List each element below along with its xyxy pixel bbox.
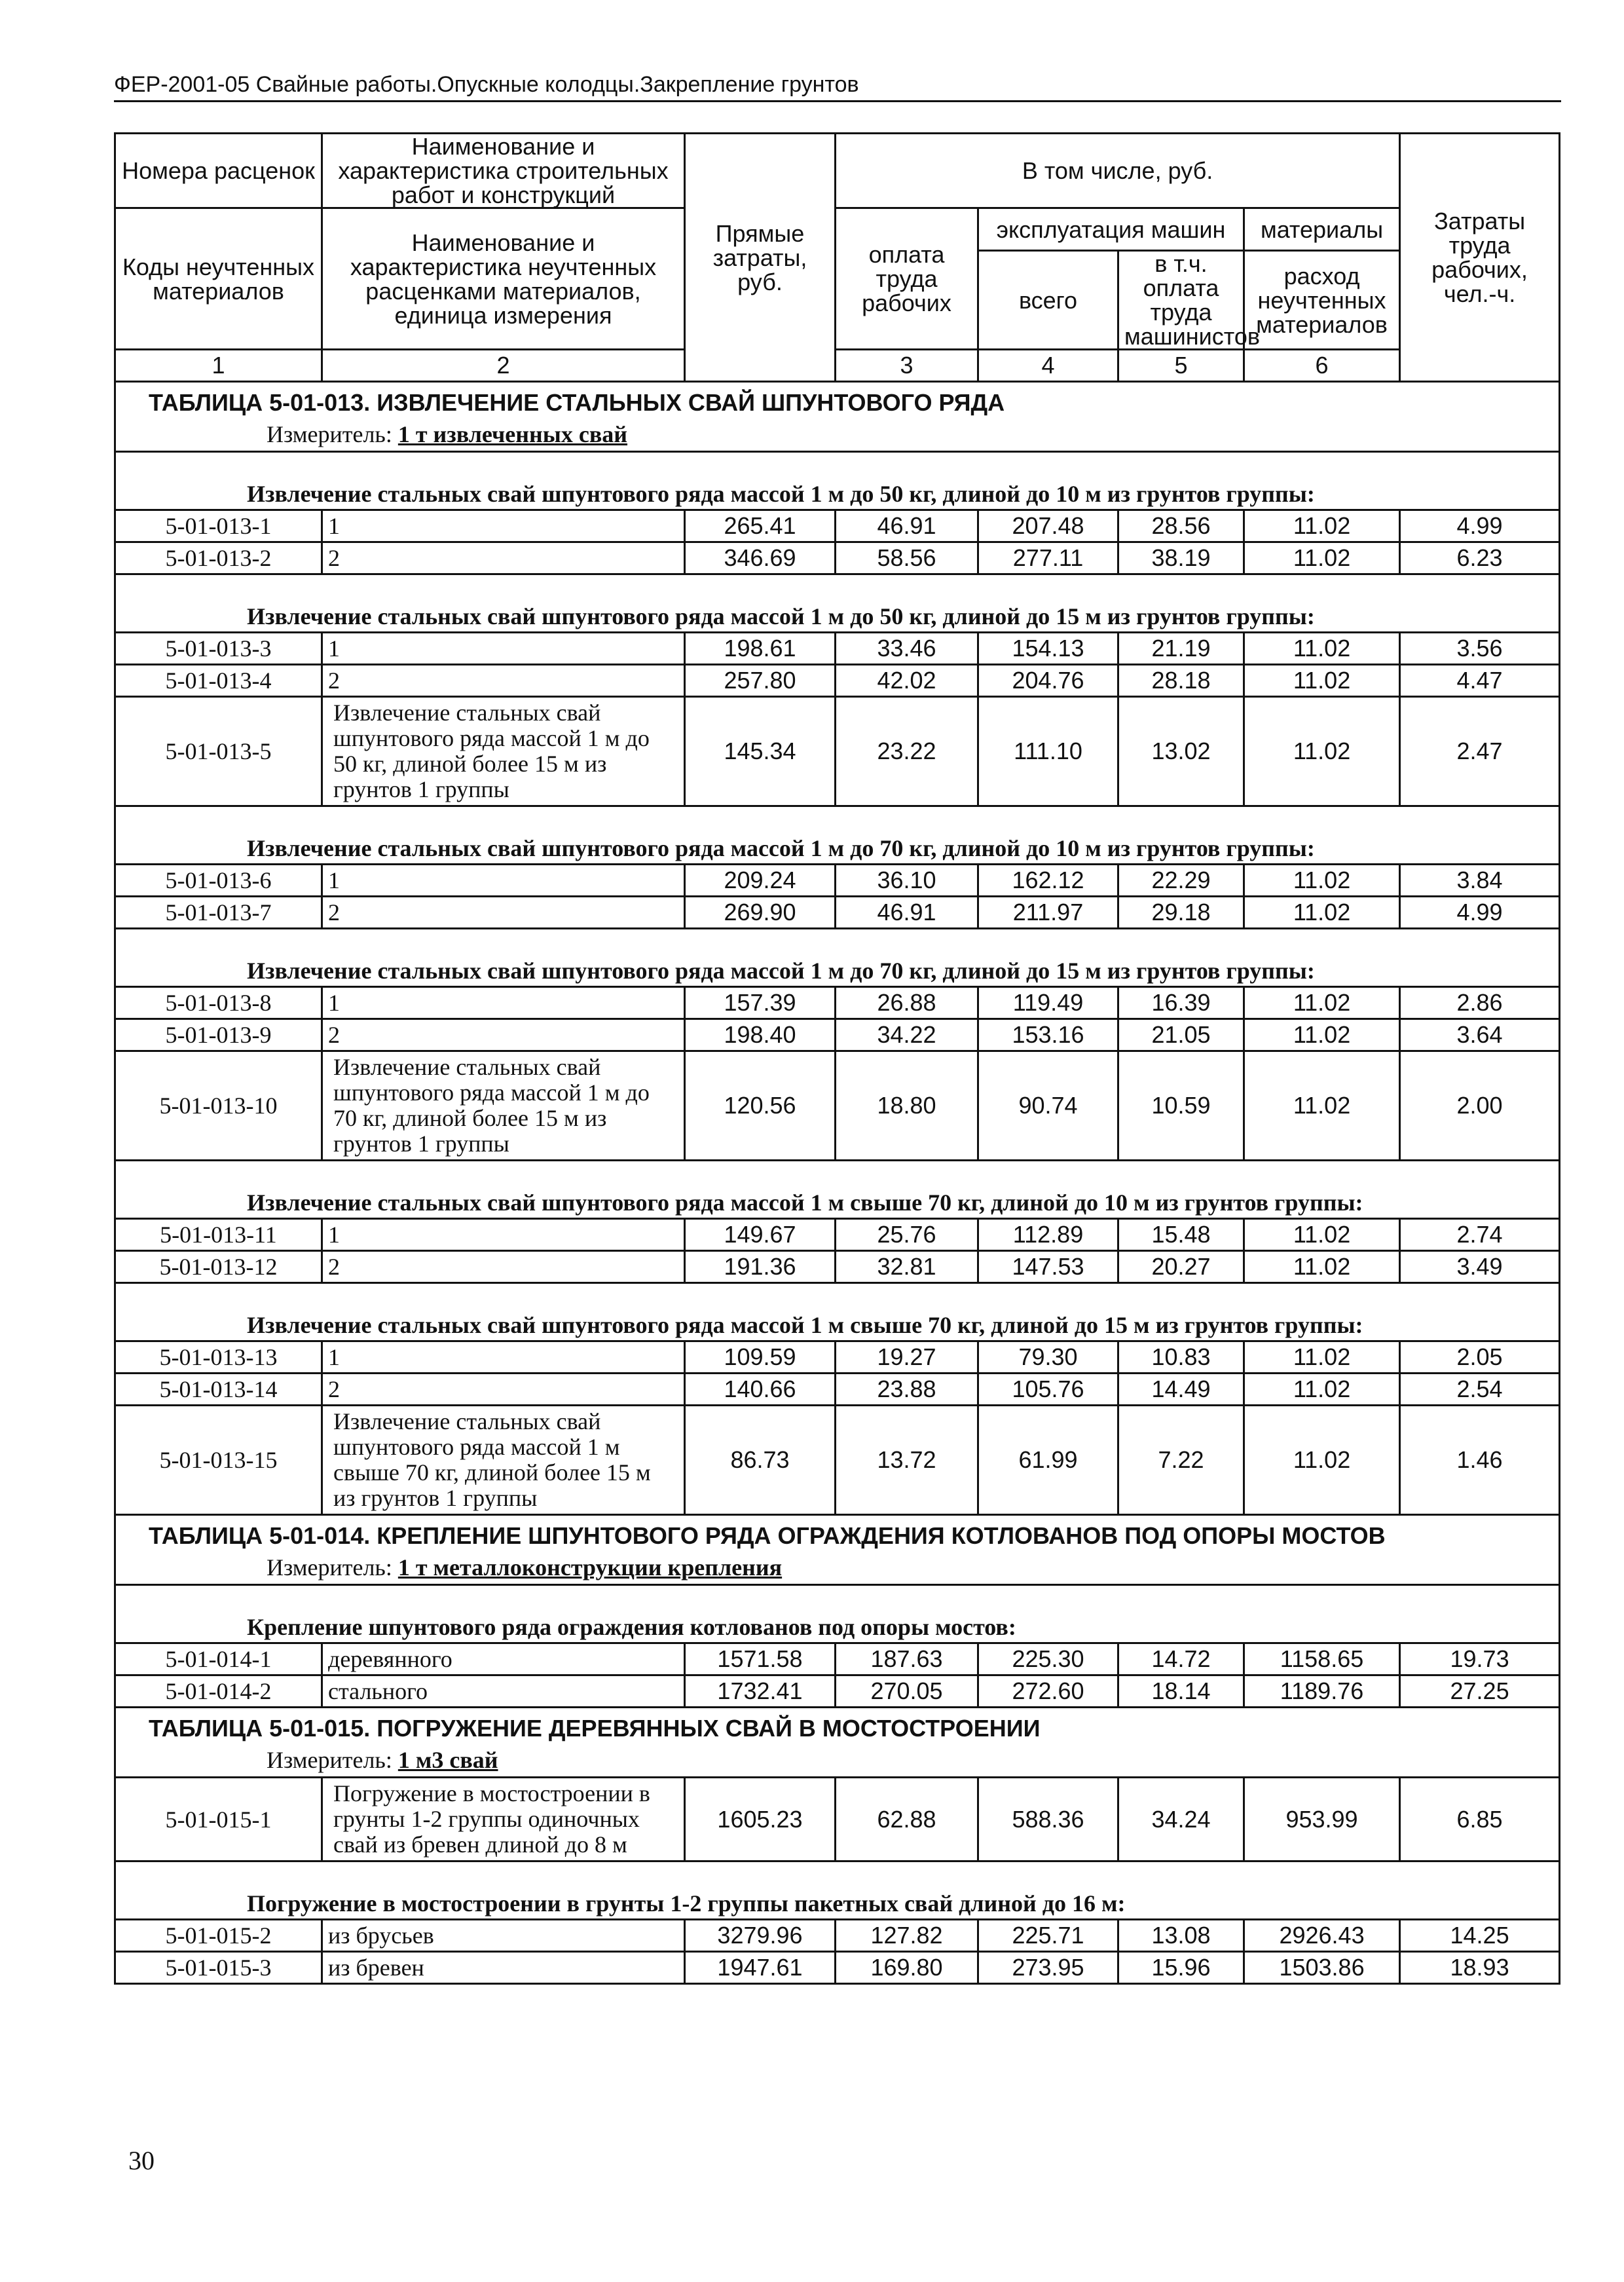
labor-pay-cell: 33.46	[836, 633, 978, 665]
direct-costs-cell: 120.56	[685, 1051, 836, 1161]
rate-code: 5-01-013-10	[115, 1051, 322, 1161]
labor-hours-cell: 18.93	[1400, 1952, 1560, 1984]
table-row	[115, 1219, 1560, 1251]
labor-pay-cell: 62.88	[836, 1778, 978, 1861]
machinist-pay-cell: 21.05	[1118, 1019, 1244, 1051]
materials-cost-cell: 11.02	[1244, 1251, 1400, 1283]
machinist-pay-cell: 20.27	[1118, 1251, 1244, 1283]
machines-total-cell: 154.13	[978, 633, 1118, 665]
machinist-pay-cell: 22.29	[1118, 865, 1244, 897]
col8-header: Затраты труда рабочих, чел.-ч.	[1400, 134, 1560, 382]
machinist-pay-cell: 13.02	[1118, 697, 1244, 806]
machines-total-cell: 277.11	[978, 542, 1118, 574]
table-row	[115, 542, 1560, 574]
rate-code: 5-01-013-2	[115, 542, 322, 574]
labor-pay-cell: 127.82	[836, 1920, 978, 1952]
rate-code: 5-01-015-1	[115, 1778, 322, 1861]
machinist-pay-cell: 16.39	[1118, 987, 1244, 1019]
group-title: Погружение в мостостроении в грунты 1-2 группы пакетных свай длиной до 16 м:	[115, 1861, 1560, 1920]
group-title: Извлечение стальных свай шпунтового ряда массой 1 м свыше 70 кг, длиной до 15 м из грунтов группы:	[115, 1283, 1560, 1341]
work-name: 2	[322, 897, 685, 929]
direct-costs-cell: 346.69	[685, 542, 836, 574]
rate-code: 5-01-013-12	[115, 1251, 322, 1283]
machinist-pay-cell: 29.18	[1118, 897, 1244, 929]
column-numbers-row	[115, 350, 1560, 382]
labor-hours-cell: 2.47	[1400, 697, 1560, 806]
materials-cost-cell: 1158.65	[1244, 1643, 1400, 1675]
rate-code: 5-01-013-3	[115, 633, 322, 665]
direct-costs-cell: 1947.61	[685, 1952, 836, 1984]
direct-costs-cell: 209.24	[685, 865, 836, 897]
labor-pay-cell: 34.22	[836, 1019, 978, 1051]
group-title: Извлечение стальных свай шпунтового ряда массой 1 м до 70 кг, длиной до 15 м из грунтов группы:	[115, 929, 1560, 987]
group-title-row	[115, 1585, 1560, 1643]
labor-hours-cell: 27.25	[1400, 1675, 1560, 1708]
price-table	[114, 132, 1560, 1985]
materials-cost-cell: 11.02	[1244, 1019, 1400, 1051]
work-name: Погружение в мостостроении в грунты 1-2 группы одиночных свай из бревен длиной до 8 м	[322, 1778, 685, 1861]
rate-code: 5-01-013-6	[115, 865, 322, 897]
labor-hours-cell: 2.86	[1400, 987, 1560, 1019]
work-name: из брусьев	[322, 1920, 685, 1952]
labor-hours-cell: 6.85	[1400, 1778, 1560, 1861]
header-row-1	[115, 134, 1560, 208]
work-name: 1	[322, 510, 685, 542]
incl-header: В том числе, руб.	[836, 134, 1400, 208]
direct-costs-cell: 269.90	[685, 897, 836, 929]
table-row	[115, 1675, 1560, 1708]
meter-row	[115, 1554, 1560, 1585]
machinist-pay-cell: 13.08	[1118, 1920, 1244, 1952]
group-title-row	[115, 452, 1560, 510]
machinist-pay-cell: 10.59	[1118, 1051, 1244, 1161]
table-row	[115, 665, 1560, 697]
column-number: 4	[978, 350, 1118, 382]
labor-hours-cell: 3.49	[1400, 1251, 1560, 1283]
machinist-pay-cell: 14.72	[1118, 1643, 1244, 1675]
table-row	[115, 1051, 1560, 1161]
work-name: 1	[322, 1219, 685, 1251]
work-name: 1	[322, 1341, 685, 1374]
header-row-2	[115, 208, 1560, 251]
materials-cost-cell: 11.02	[1244, 542, 1400, 574]
machines-total-cell: 211.97	[978, 897, 1118, 929]
rate-code: 5-01-013-9	[115, 1019, 322, 1051]
labor-hours-cell: 4.99	[1400, 510, 1560, 542]
materials-cost-cell: 11.02	[1244, 1406, 1400, 1515]
table-row	[115, 1019, 1560, 1051]
direct-costs-cell: 191.36	[685, 1251, 836, 1283]
machines-total-cell: 273.95	[978, 1952, 1118, 1984]
work-name: деревянного	[322, 1643, 685, 1675]
table-row	[115, 1251, 1560, 1283]
materials-cost-cell: 11.02	[1244, 987, 1400, 1019]
group-title: Извлечение стальных свай шпунтового ряда массой 1 м до 50 кг, длиной до 10 м из грунтов группы:	[115, 452, 1560, 510]
machinist-pay-cell: 18.14	[1118, 1675, 1244, 1708]
group-title: Крепление шпунтового ряда ограждения котлованов под опоры мостов:	[115, 1585, 1560, 1643]
group-title-row	[115, 806, 1560, 865]
rate-code: 5-01-013-8	[115, 987, 322, 1019]
table-title: ТАБЛИЦА 5-01-014. КРЕПЛЕНИЕ ШПУНТОВОГО РЯДА ОГРАЖДЕНИЯ КОТЛОВАНОВ ПОД ОПОРЫ МОСТОВ	[115, 1515, 1560, 1554]
machinist-pay-cell: 10.83	[1118, 1341, 1244, 1374]
labor-pay-cell: 36.10	[836, 865, 978, 897]
labor-hours-cell: 2.54	[1400, 1374, 1560, 1406]
machines-total-cell: 90.74	[978, 1051, 1118, 1161]
col1-top-header: Номера расценок	[115, 134, 322, 208]
direct-costs-cell: 3279.96	[685, 1920, 836, 1952]
materials-cost-cell: 11.02	[1244, 510, 1400, 542]
group-title: Извлечение стальных свай шпунтового ряда массой 1 м до 50 кг, длиной до 15 м из грунтов группы:	[115, 574, 1560, 633]
labor-hours-cell: 3.64	[1400, 1019, 1560, 1051]
materials-cost-cell: 11.02	[1244, 1219, 1400, 1251]
work-name: 2	[322, 1374, 685, 1406]
materials-cost-cell: 2926.43	[1244, 1920, 1400, 1952]
meter-value: 1 т извлеченных свай	[397, 421, 628, 447]
machinist-pay-cell: 28.56	[1118, 510, 1244, 542]
materials-cost-cell: 11.02	[1244, 697, 1400, 806]
group-title: Извлечение стальных свай шпунтового ряда массой 1 м свыше 70 кг, длиной до 10 м из грунтов группы:	[115, 1161, 1560, 1219]
direct-costs-cell: 86.73	[685, 1406, 836, 1515]
rate-code: 5-01-015-2	[115, 1920, 322, 1952]
materials-cost-cell: 11.02	[1244, 1341, 1400, 1374]
labor-pay-cell: 26.88	[836, 987, 978, 1019]
meter-value: 1 м3 свай	[397, 1747, 498, 1773]
direct-costs-cell: 265.41	[685, 510, 836, 542]
work-name: 2	[322, 1251, 685, 1283]
col3-header: Прямые затраты, руб.	[685, 134, 836, 382]
direct-costs-cell: 198.40	[685, 1019, 836, 1051]
group-title-row	[115, 1161, 1560, 1219]
machines-total-cell: 272.60	[978, 1675, 1118, 1708]
table-row	[115, 1920, 1560, 1952]
meter-row	[115, 421, 1560, 452]
labor-pay-cell: 32.81	[836, 1251, 978, 1283]
machines-total-cell: 204.76	[978, 665, 1118, 697]
group-title-row	[115, 574, 1560, 633]
labor-hours-cell: 3.56	[1400, 633, 1560, 665]
work-name: Извлечение стальных свай шпунтового ряда массой 1 м до 70 кг, длиной более 15 м из грунтов 1 группы	[322, 1051, 685, 1161]
machinist-pay-cell: 14.49	[1118, 1374, 1244, 1406]
column-number: 5	[1118, 350, 1244, 382]
table-row	[115, 510, 1560, 542]
direct-costs-cell: 145.34	[685, 697, 836, 806]
direct-costs-cell: 157.39	[685, 987, 836, 1019]
materials-cost-cell: 11.02	[1244, 1051, 1400, 1161]
labor-hours-cell: 2.00	[1400, 1051, 1560, 1161]
machines-total-cell: 79.30	[978, 1341, 1118, 1374]
work-name: Извлечение стальных свай шпунтового ряда массой 1 м до 50 кг, длиной более 15 м из грунтов 1 группы	[322, 697, 685, 806]
rate-code: 5-01-013-15	[115, 1406, 322, 1515]
machinist-pay-cell: 38.19	[1118, 542, 1244, 574]
meter-row	[115, 1746, 1560, 1778]
meter-label: Измеритель:	[267, 1747, 392, 1773]
labor-hours-cell: 4.99	[1400, 897, 1560, 929]
machines-total-cell: 162.12	[978, 865, 1118, 897]
work-name: из бревен	[322, 1952, 685, 1984]
machines-total-cell: 105.76	[978, 1374, 1118, 1406]
table-row	[115, 1406, 1560, 1515]
table-row	[115, 897, 1560, 929]
table-title-row	[115, 382, 1560, 421]
group-title-row	[115, 1861, 1560, 1920]
machinist-pay-cell: 34.24	[1118, 1778, 1244, 1861]
work-name: 2	[322, 542, 685, 574]
col4-header: оплата труда рабочих	[836, 208, 978, 350]
labor-pay-cell: 23.22	[836, 697, 978, 806]
labor-hours-cell: 4.47	[1400, 665, 1560, 697]
machines-total-cell: 61.99	[978, 1406, 1118, 1515]
machinist-pay-cell: 28.18	[1118, 665, 1244, 697]
work-name: 2	[322, 1019, 685, 1051]
page-header: ФЕР-2001-05 Свайные работы.Опускные колодцы.Закрепление грунтов	[114, 72, 1561, 102]
rate-code: 5-01-013-14	[115, 1374, 322, 1406]
machines-total-cell: 207.48	[978, 510, 1118, 542]
labor-hours-cell: 3.84	[1400, 865, 1560, 897]
col2-bottom-header: Наименование и характеристика неучтенных расценками материалов, единица измерения	[322, 208, 685, 350]
column-number: 2	[322, 350, 685, 382]
direct-costs-cell: 1571.58	[685, 1643, 836, 1675]
rate-code: 5-01-015-3	[115, 1952, 322, 1984]
machines-header: эксплуатация машин	[978, 208, 1244, 251]
table-row	[115, 1341, 1560, 1374]
labor-hours-cell: 1.46	[1400, 1406, 1560, 1515]
labor-pay-cell: 19.27	[836, 1341, 978, 1374]
table-row	[115, 1643, 1560, 1675]
labor-pay-cell: 58.56	[836, 542, 978, 574]
table-row	[115, 697, 1560, 806]
materials-cost-cell: 11.02	[1244, 865, 1400, 897]
rate-code: 5-01-013-4	[115, 665, 322, 697]
machines-total-cell: 225.30	[978, 1643, 1118, 1675]
column-number: 6	[1244, 350, 1400, 382]
rate-code: 5-01-013-7	[115, 897, 322, 929]
machines-total-cell: 153.16	[978, 1019, 1118, 1051]
col5-header: всего	[978, 251, 1118, 350]
work-name: стального	[322, 1675, 685, 1708]
direct-costs-cell: 1732.41	[685, 1675, 836, 1708]
rate-code: 5-01-013-5	[115, 697, 322, 806]
materials-cost-cell: 953.99	[1244, 1778, 1400, 1861]
materials-cost-cell: 11.02	[1244, 633, 1400, 665]
meter	[115, 421, 1560, 452]
rate-code: 5-01-014-2	[115, 1675, 322, 1708]
labor-hours-cell: 6.23	[1400, 542, 1560, 574]
labor-pay-cell: 270.05	[836, 1675, 978, 1708]
work-name: Извлечение стальных свай шпунтового ряда массой 1 м свыше 70 кг, длиной более 15 м из грунтов 1 группы	[322, 1406, 685, 1515]
labor-pay-cell: 13.72	[836, 1406, 978, 1515]
machines-total-cell: 119.49	[978, 987, 1118, 1019]
column-number: 3	[836, 350, 978, 382]
machines-total-cell: 112.89	[978, 1219, 1118, 1251]
meter	[115, 1746, 1560, 1778]
labor-pay-cell: 46.91	[836, 897, 978, 929]
col1-bottom-header: Коды неучтенных материалов	[115, 208, 322, 350]
labor-pay-cell: 187.63	[836, 1643, 978, 1675]
materials-cost-cell: 1189.76	[1244, 1675, 1400, 1708]
rate-code: 5-01-013-11	[115, 1219, 322, 1251]
machines-total-cell: 111.10	[978, 697, 1118, 806]
labor-hours-cell: 2.74	[1400, 1219, 1560, 1251]
labor-hours-cell: 14.25	[1400, 1920, 1560, 1952]
page-number: 30	[128, 2146, 155, 2175]
direct-costs-cell: 140.66	[685, 1374, 836, 1406]
group-title-row	[115, 1283, 1560, 1341]
labor-hours-cell: 2.05	[1400, 1341, 1560, 1374]
materials-header: материалы	[1244, 208, 1400, 251]
group-title-row	[115, 929, 1560, 987]
materials-cost-cell: 11.02	[1244, 665, 1400, 697]
meter-label: Измеритель:	[267, 421, 392, 447]
table-row	[115, 1374, 1560, 1406]
group-title: Извлечение стальных свай шпунтового ряда массой 1 м до 70 кг, длиной до 10 м из грунтов группы:	[115, 806, 1560, 865]
work-name: 1	[322, 987, 685, 1019]
labor-pay-cell: 42.02	[836, 665, 978, 697]
machinist-pay-cell: 7.22	[1118, 1406, 1244, 1515]
labor-pay-cell: 46.91	[836, 510, 978, 542]
col7-header: расход неучтенных материалов	[1244, 251, 1400, 350]
labor-pay-cell: 23.88	[836, 1374, 978, 1406]
direct-costs-cell: 198.61	[685, 633, 836, 665]
work-name: 1	[322, 633, 685, 665]
labor-pay-cell: 169.80	[836, 1952, 978, 1984]
meter-value: 1 т металлоконструкции крепления	[397, 1554, 783, 1581]
materials-cost-cell: 11.02	[1244, 897, 1400, 929]
labor-pay-cell: 18.80	[836, 1051, 978, 1161]
meter-label: Измеритель:	[267, 1554, 392, 1581]
table-title: ТАБЛИЦА 5-01-015. ПОГРУЖЕНИЕ ДЕРЕВЯННЫХ СВАЙ В МОСТОСТРОЕНИИ	[115, 1708, 1560, 1747]
column-number: 1	[115, 350, 322, 382]
work-name: 2	[322, 665, 685, 697]
col2-top-header: Наименование и характеристика строительных работ и конструкций	[322, 134, 685, 208]
table-row	[115, 987, 1560, 1019]
table-title: ТАБЛИЦА 5-01-013. ИЗВЛЕЧЕНИЕ СТАЛЬНЫХ СВАЙ ШПУНТОВОГО РЯДА	[115, 382, 1560, 421]
direct-costs-cell: 149.67	[685, 1219, 836, 1251]
materials-cost-cell: 11.02	[1244, 1374, 1400, 1406]
machines-total-cell: 147.53	[978, 1251, 1118, 1283]
machines-total-cell: 225.71	[978, 1920, 1118, 1952]
direct-costs-cell: 1605.23	[685, 1778, 836, 1861]
labor-hours-cell: 19.73	[1400, 1643, 1560, 1675]
direct-costs-cell: 257.80	[685, 665, 836, 697]
machines-total-cell: 588.36	[978, 1778, 1118, 1861]
table-title-row	[115, 1515, 1560, 1554]
machinist-pay-cell: 15.48	[1118, 1219, 1244, 1251]
rate-code: 5-01-013-1	[115, 510, 322, 542]
meter	[115, 1554, 1560, 1585]
work-name: 1	[322, 865, 685, 897]
labor-pay-cell: 25.76	[836, 1219, 978, 1251]
rate-code: 5-01-013-13	[115, 1341, 322, 1374]
table-row	[115, 865, 1560, 897]
machinist-pay-cell: 15.96	[1118, 1952, 1244, 1984]
rate-code: 5-01-014-1	[115, 1643, 322, 1675]
direct-costs-cell: 109.59	[685, 1341, 836, 1374]
col6-header: в т.ч. оплата труда машинистов	[1118, 251, 1244, 350]
table-title-row	[115, 1708, 1560, 1747]
table-row	[115, 1952, 1560, 1984]
table-row	[115, 1778, 1560, 1861]
materials-cost-cell: 1503.86	[1244, 1952, 1400, 1984]
table-row	[115, 633, 1560, 665]
machinist-pay-cell: 21.19	[1118, 633, 1244, 665]
